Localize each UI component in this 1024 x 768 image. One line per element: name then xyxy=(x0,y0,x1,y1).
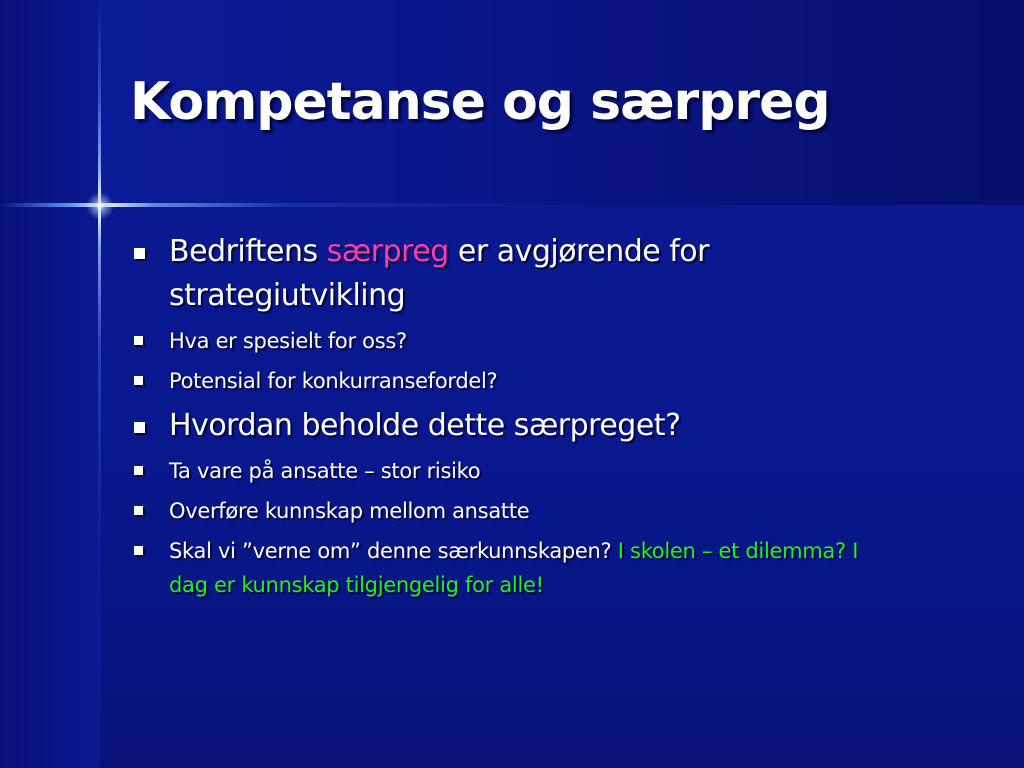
square-bullet-icon xyxy=(134,506,143,515)
bullet-item-1 xyxy=(130,230,900,318)
bullet-text: Overføre kunnskap mellom ansatte xyxy=(169,499,530,523)
bullet-text: Hvordan beholde dette særpreget? xyxy=(169,408,681,443)
bullet-item-4 xyxy=(130,404,900,448)
bullet-item-7 xyxy=(130,534,900,602)
square-bullet-icon xyxy=(134,336,143,345)
left-decorative-band xyxy=(0,0,100,768)
square-bullet-icon xyxy=(134,248,145,259)
square-bullet-icon xyxy=(134,466,143,475)
horizontal-light-line xyxy=(0,203,1024,207)
bullet-highlight: I skolen – et dilemma? I dag er kunnskap tilgjengelig for alle! xyxy=(169,539,859,597)
square-bullet-icon xyxy=(134,546,143,555)
square-bullet-icon xyxy=(134,376,143,385)
vertical-light-line xyxy=(98,0,101,768)
light-flare xyxy=(86,192,114,220)
square-bullet-icon xyxy=(134,422,145,433)
bullet-text: Bedriftens xyxy=(169,234,327,269)
slide-title: Kompetanse og særpreg xyxy=(130,72,830,132)
bullet-text: Hva er spesielt for oss? xyxy=(169,329,407,353)
bullet-highlight: særpreg xyxy=(326,234,449,269)
bullet-item-6 xyxy=(130,494,900,528)
bullet-list xyxy=(130,230,900,608)
bullet-item-5 xyxy=(130,454,900,488)
bullet-item-2 xyxy=(130,324,900,358)
bullet-text: Ta vare på ansatte – stor risiko xyxy=(169,459,481,483)
bullet-text: er avgjørende for strategiutvikling xyxy=(169,234,709,313)
bullet-item-3 xyxy=(130,364,900,398)
bullet-text: Skal vi ”verne om” denne særkunnskapen? xyxy=(169,539,618,563)
bullet-text: Potensial for konkurransefordel? xyxy=(169,369,498,393)
